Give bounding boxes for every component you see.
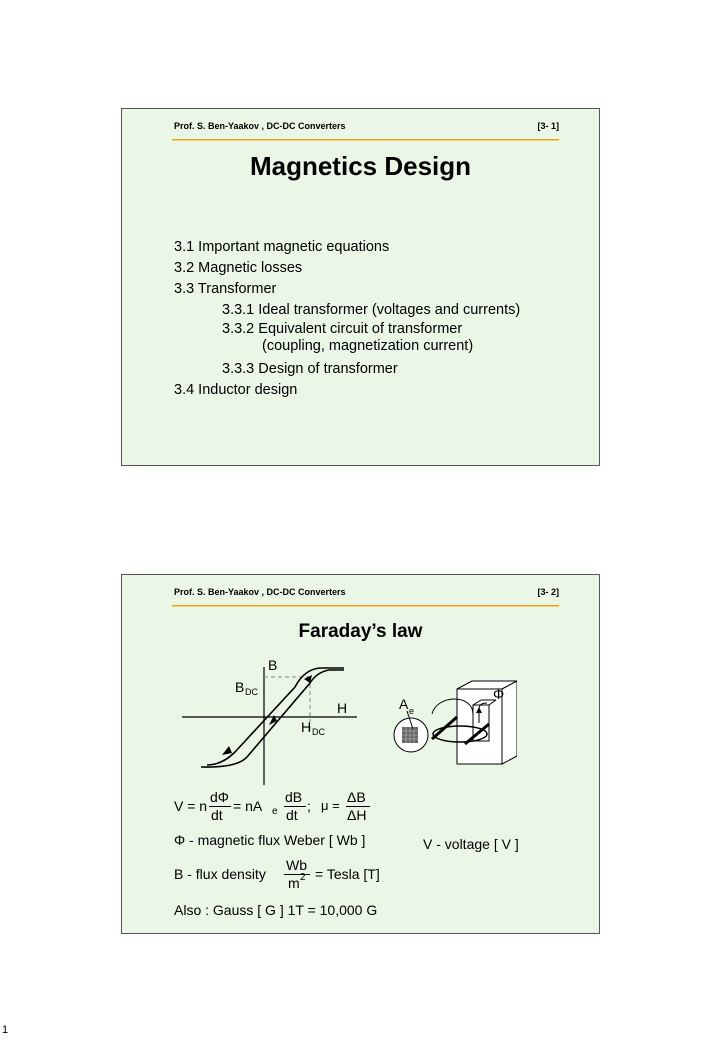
slide-title: Faraday’s law	[298, 621, 423, 642]
toc-item: 3.2 Magnetic losses	[174, 260, 303, 276]
eq-mu: μ =	[321, 798, 340, 813]
slide-1	[121, 108, 600, 466]
gauss-conversion: Also : Gauss [ G ] 1T = 10,000 G	[174, 902, 378, 918]
tesla-unit: = Tesla [T]	[315, 866, 380, 882]
m2-superscript: 2	[300, 872, 306, 883]
voltage-definition: V - voltage [ V ]	[423, 836, 519, 852]
eq-dphi: dΦ	[210, 789, 229, 805]
eq-dt: dt	[286, 807, 298, 823]
eq-dt: dt	[211, 807, 223, 823]
hdc-subscript: DC	[312, 727, 325, 737]
wb-numerator: Wb	[286, 857, 307, 873]
eq-db: dB	[285, 789, 303, 805]
core-diagram	[377, 679, 517, 779]
toc-item: 3.1 Important magnetic equations	[174, 239, 390, 255]
eq-delta-b: ΔB	[347, 789, 366, 805]
slide-2	[121, 574, 600, 934]
eq-v: V = n	[174, 798, 208, 814]
m2-denominator: m	[288, 875, 300, 891]
flux-definition: Φ - magnetic flux Weber [ Wb ]	[174, 832, 366, 848]
toc-item: (coupling, magnetization current)	[262, 338, 474, 354]
page-number: 1	[2, 1024, 9, 1036]
toc-item: 3.3.3 Design of transformer	[222, 361, 398, 377]
eq-semicolon: ;	[307, 798, 311, 814]
eq-nae: = nA	[233, 798, 263, 814]
hysteresis-diagram	[177, 657, 377, 787]
toc-item: 3.3.2 Equivalent circuit of transformer	[222, 321, 463, 337]
header-page: [3- 1]	[537, 121, 559, 131]
bdc-subscript: DC	[245, 687, 258, 697]
header-author: Prof. S. Ben-Yaakov , DC-DC Converters	[174, 121, 346, 131]
ae-label: A	[399, 696, 409, 712]
flux-density-definition: B - flux density	[174, 866, 266, 882]
table-of-contents	[174, 237, 520, 401]
toc-item: 3.3.1 Ideal transformer (voltages and currents)	[222, 302, 521, 318]
header-page: [3- 2]	[537, 587, 559, 597]
header-rule	[172, 139, 559, 141]
eq-e-subscript: e	[272, 806, 278, 817]
header-author: Prof. S. Ben-Yaakov , DC-DC Converters	[174, 587, 346, 597]
phi-label: Φ	[493, 686, 505, 702]
header-rule	[172, 605, 559, 607]
bdc-label: B	[235, 679, 245, 695]
toc-item: 3.4 Inductor design	[174, 382, 298, 398]
slide-title: Magnetics Design	[249, 151, 472, 181]
b-axis-label: B	[268, 657, 278, 673]
toc-item: 3.3 Transformer	[174, 281, 277, 297]
h-axis-label: H	[337, 700, 348, 716]
eq-delta-h: ΔH	[347, 807, 367, 823]
hdc-label: H	[301, 719, 312, 735]
ae-subscript: e	[409, 706, 415, 716]
